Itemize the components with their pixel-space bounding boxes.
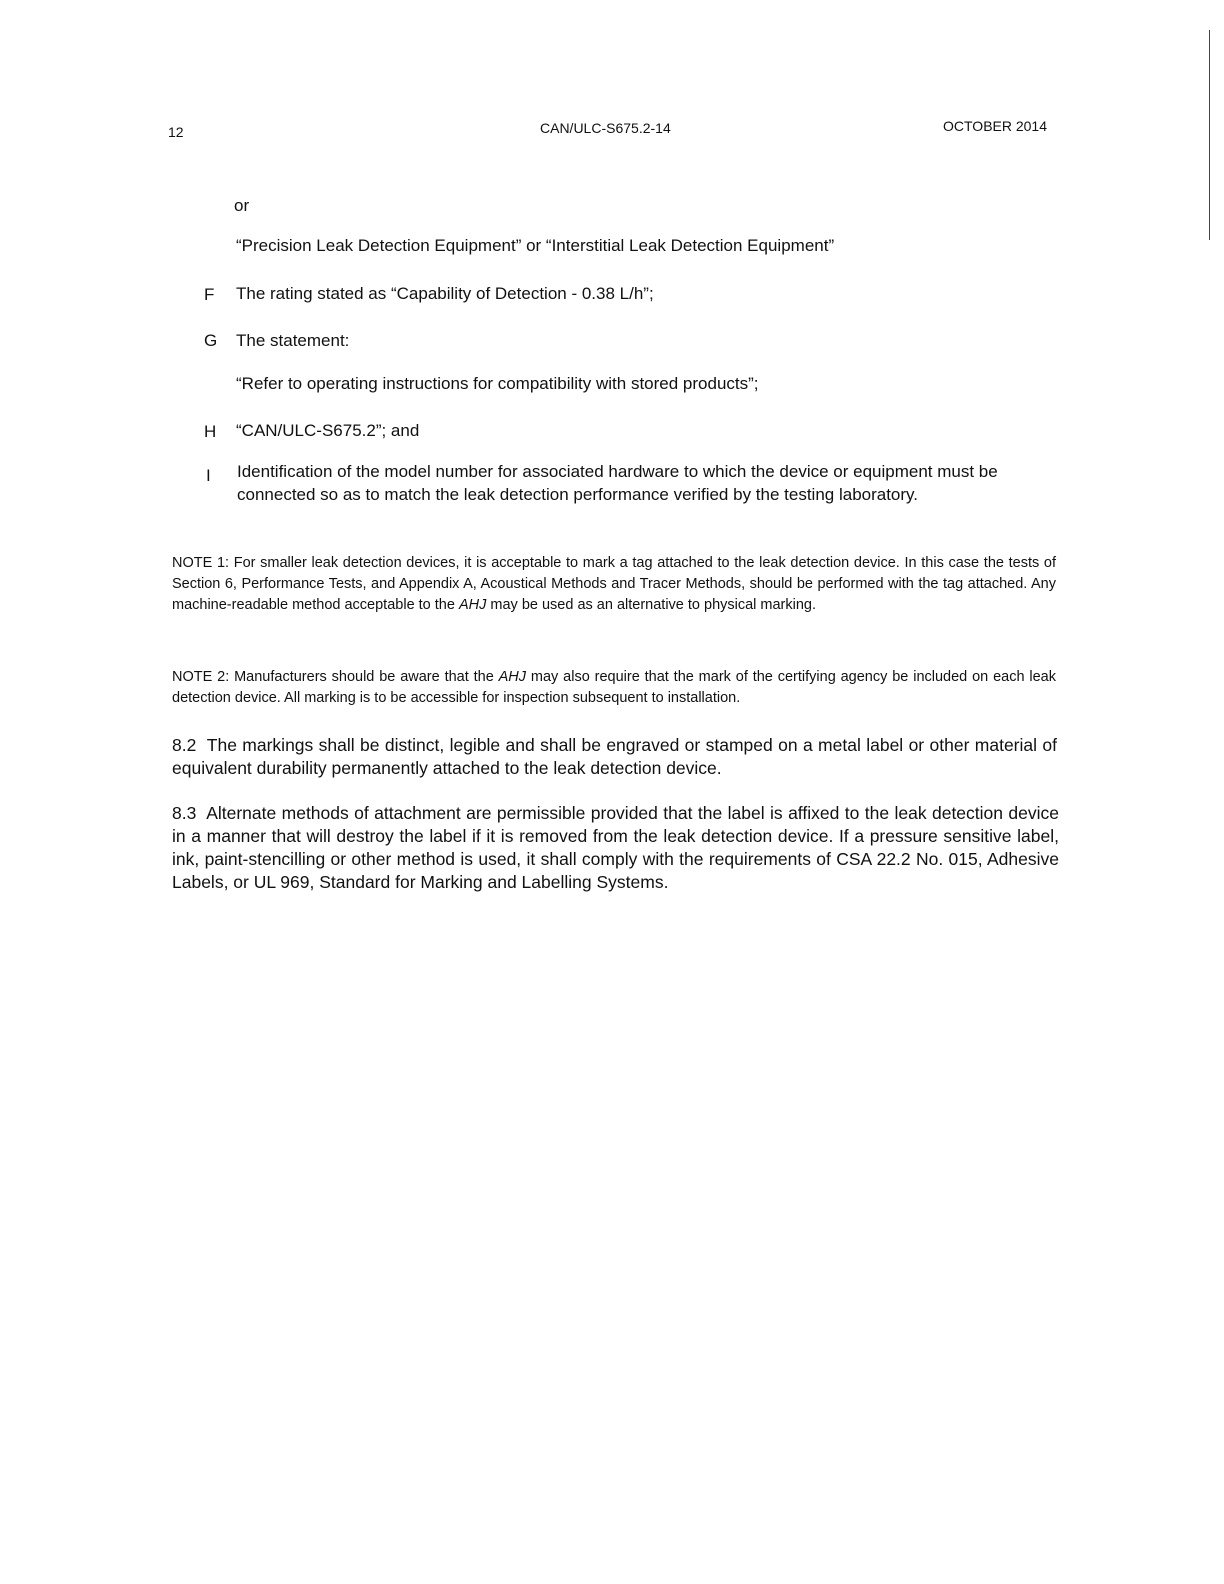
page-number: 12 — [168, 124, 184, 140]
clause-8-3 — [172, 802, 1059, 894]
item-letter-i: I — [206, 466, 211, 485]
or-text: or — [234, 196, 250, 215]
scan-edge-line — [1209, 30, 1210, 240]
item-text-h: “CAN/ULC-S675.2”; and — [236, 421, 420, 440]
item-text-i: Identification of the model number for associated hardware to which the device or equipment must be connected so as to match the leak detection performance verified by the testing laboratory. — [237, 462, 998, 504]
header-date: OCTOBER 2014 — [943, 118, 1048, 134]
item-letter-f: F — [204, 285, 215, 304]
note-2-ahj: AHJ — [498, 669, 527, 685]
clause-8-2-number: 8.2 — [172, 735, 197, 755]
g-quote-text: “Refer to operating instructions for compatibility with stored products”; — [236, 374, 759, 393]
note-2: NOTE 2: Manufacturers should be aware that the AHJ may also require that the mark of the certifying agency be included on each leak detection device. All marking is to be accessible for inspection subsequent to installation. — [172, 669, 1056, 706]
item-text-g: The statement: — [236, 331, 350, 350]
item-text-f: The rating stated as “Capability of Detection - 0.38 L/h”; — [236, 284, 654, 303]
clause-8-2-text: The markings shall be distinct, legible and shall be engraved or stamped on a metal label or other material of equivalent durability permanently attached to the leak detection device. — [172, 735, 1057, 778]
precision-equipment-text: “Precision Leak Detection Equipment” or “Interstitial Leak Detection Equipment” — [236, 236, 835, 255]
item-letter-h: H — [204, 422, 217, 441]
item-letter-g: G — [204, 331, 218, 350]
standard-id: CAN/ULC-S675.2-14 — [540, 120, 671, 136]
clause-8-3-number: 8.3 — [172, 803, 197, 823]
note-1-ahj: AHJ — [458, 597, 487, 613]
note-1: NOTE 1: For smaller leak detection devices, it is acceptable to mark a tag attached to the leak detection device. In this case the tests of Section 6, Performance Tests, and Appendix A, Acoustical Methods and Tracer Methods, should be performed with the tag attached. Any machine-readable method acceptable to the AHJ may be used as an alternative to physical marking. — [172, 555, 1056, 613]
clause-8-2 — [172, 734, 1057, 780]
clause-8-3-text: Alternate methods of attachment are permissible provided that the label is affixed to the leak detection device in a manner that will destroy the label if it is removed from the leak detection device. If a pressure sensitive label, ink, paint-stencilling or other method is used, it shall comply with the requirements of CSA 22.2 No. 015, Adhesive Labels, or UL 969, Standard for Marking and Labelling Systems. — [172, 803, 1059, 892]
